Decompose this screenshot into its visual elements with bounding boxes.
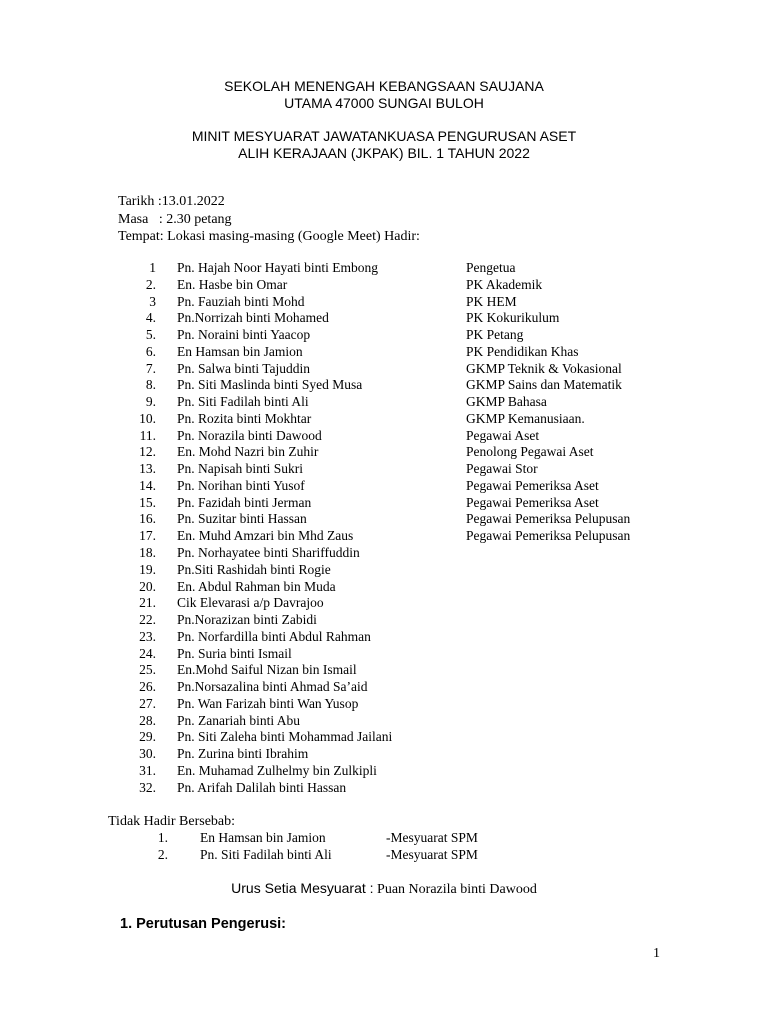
- attendee-number: 27.: [139, 695, 156, 711]
- attendee-number: 15.: [139, 494, 156, 510]
- attendee-row: [120, 528, 680, 545]
- attendee-row: [120, 629, 680, 646]
- attendee-number: 29.: [139, 729, 156, 745]
- attendee-number: 21.: [139, 595, 156, 611]
- absent-reason: -Mesyuarat SPM: [386, 846, 478, 862]
- attendee-position: PK Kokurikulum: [466, 310, 560, 326]
- attendee-number: 5.: [145, 327, 156, 343]
- attendee-row: [120, 294, 680, 311]
- attendee-number: 8.: [145, 377, 156, 393]
- attendee-number: 14.: [139, 477, 156, 493]
- attendee-position: GKMP Bahasa: [466, 394, 547, 410]
- attendee-number: 24.: [139, 645, 156, 661]
- attendee-row: [120, 595, 680, 612]
- attendee-position: Pegawai Pemeriksa Pelupusan: [466, 511, 631, 527]
- attendee-name: En. Muhamad Zulhelmy bin Zulkipli: [177, 762, 377, 778]
- minutes-title-line-2: ALIH KERAJAAN (JKPAK) BIL. 1 TAHUN 2022: [238, 145, 530, 161]
- absent-number: 2.: [157, 846, 168, 862]
- attendee-row: [120, 746, 680, 763]
- attendee-name: Pn. Hajah Noor Hayati binti Embong: [177, 260, 378, 275]
- attendee-list: [120, 260, 680, 797]
- attendee-row: [120, 260, 680, 277]
- attendee-name: Pn. Suzitar binti Hassan: [177, 511, 307, 527]
- attendee-name: Pn. Noraini binti Yaacop: [177, 327, 311, 343]
- attendee-number: 9.: [145, 394, 156, 410]
- attendee-position: PK Pendidikan Khas: [466, 343, 579, 359]
- attendee-name: En Hamsan bin Jamion: [177, 343, 303, 359]
- attendee-position: Pegawai Pemeriksa Aset: [466, 494, 599, 510]
- attendee-number: 17.: [139, 528, 156, 544]
- attendee-row: [120, 780, 680, 797]
- attendee-row: [120, 729, 680, 746]
- attendee-position: Pegawai Pemeriksa Aset: [466, 477, 599, 493]
- attendee-name: Cik Elevarasi a/p Davrajoo: [177, 595, 324, 611]
- attendee-position: Penolong Pegawai Aset: [466, 444, 594, 460]
- attendee-number: 26.: [139, 679, 156, 695]
- attendee-number: 4.: [145, 310, 156, 326]
- attendee-name: Pn.Norazizan binti Zabidi: [177, 612, 317, 628]
- meeting-secretariat: [0, 880, 768, 898]
- attendee-name: Pn. Arifah Dalilah binti Hassan: [177, 779, 347, 795]
- attendee-row: [120, 763, 680, 780]
- attendee-name: En. Muhd Amzari bin Mhd Zaus: [177, 528, 354, 544]
- attendee-number: 13.: [139, 461, 156, 477]
- attendee-number: 1: [149, 260, 156, 275]
- absent-name: En Hamsan bin Jamion: [200, 830, 326, 845]
- attendee-row: [120, 310, 680, 327]
- attendee-name: En. Mohd Nazri bin Zuhir: [177, 444, 319, 460]
- school-name-line-2: UTAMA 47000 SUNGAI BULOH: [284, 95, 484, 111]
- attendee-number: 2.: [145, 276, 156, 292]
- attendee-number: 18.: [139, 545, 156, 561]
- attendee-name: Pn. Zanariah binti Abu: [177, 712, 300, 728]
- school-name-line-1: SEKOLAH MENENGAH KEBANGSAAN SAUJANA: [224, 78, 544, 94]
- attendee-number: 10.: [139, 410, 156, 426]
- time-value: : 2.30 petang: [148, 212, 232, 227]
- attendee-row: [120, 495, 680, 512]
- attendee-row: [120, 277, 680, 294]
- meeting-time: [118, 211, 232, 228]
- attendee-number: 19.: [139, 561, 156, 577]
- date-label: Tarikh: [118, 194, 155, 209]
- attendee-name: Pn. Siti Zaleha binti Mohammad Jailani: [177, 729, 393, 745]
- attendee-number: 31.: [139, 762, 156, 778]
- attendee-row: [120, 327, 680, 344]
- meeting-date: [118, 193, 225, 210]
- attendee-number: 16.: [139, 511, 156, 527]
- attendee-row: [120, 478, 680, 495]
- attendee-position: Pegawai Pemeriksa Pelupusan: [466, 528, 631, 544]
- attendee-name: En. Hasbe bin Omar: [177, 276, 288, 292]
- attendee-row: [120, 679, 680, 696]
- attendee-row: [120, 696, 680, 713]
- attendee-row: [120, 662, 680, 679]
- attendee-row: [120, 344, 680, 361]
- attendee-row: [120, 646, 680, 663]
- attendee-number: 28.: [139, 712, 156, 728]
- venue-value: Lokasi masing-masing (Google Meet) Hadir:: [163, 229, 420, 244]
- attendee-position: GKMP Sains dan Matematik: [466, 377, 622, 393]
- attendee-number: 12.: [139, 444, 156, 460]
- attendee-number: 6.: [145, 343, 156, 359]
- attendee-position: Pengetua: [466, 260, 516, 275]
- attendee-name: Pn. Norazila binti Dawood: [177, 427, 322, 443]
- attendee-position: GKMP Teknik & Vokasional: [466, 360, 622, 376]
- absent-name: Pn. Siti Fadilah binti Ali: [200, 846, 332, 862]
- attendee-row: [120, 411, 680, 428]
- absent-label: Tidak Hadir Bersebab:: [108, 814, 236, 829]
- attendee-number: 20.: [139, 578, 156, 594]
- attendee-name: Pn. Norihan binti Yusof: [177, 477, 305, 493]
- attendee-row: [120, 377, 680, 394]
- attendee-position: Pegawai Stor: [466, 461, 538, 477]
- attendee-name: Pn. Fazidah binti Jerman: [177, 494, 312, 510]
- attendee-position: PK HEM: [466, 293, 517, 309]
- attendee-number: 30.: [139, 746, 156, 762]
- section-heading-chairman-message: 1. Perutusan Pengerusi:: [120, 916, 286, 932]
- attendee-number: 22.: [139, 612, 156, 628]
- attendee-row: [120, 713, 680, 730]
- attendee-position: PK Petang: [466, 327, 524, 343]
- attendee-name: Pn. Suria binti Ismail: [177, 645, 292, 661]
- attendee-number: 25.: [139, 662, 156, 678]
- minutes-title-line-1: MINIT MESYUARAT JAWATANKUASA PENGURUSAN ASET: [191, 128, 577, 144]
- attendee-row: [120, 511, 680, 528]
- attendee-row: [120, 428, 680, 445]
- absent-reason: -Mesyuarat SPM: [386, 830, 478, 845]
- attendee-name: Pn. Norfardilla binti Abdul Rahman: [177, 628, 371, 644]
- absent-number: 1.: [157, 830, 168, 845]
- attendee-number: 3: [149, 293, 156, 309]
- attendee-name: Pn. Wan Farizah binti Wan Yusop: [177, 695, 359, 711]
- absent-row: [140, 830, 560, 847]
- attendee-name: Pn. Zurina binti Ibrahim: [177, 746, 309, 762]
- attendee-number: 32.: [139, 779, 156, 795]
- attendee-position: Pegawai Aset: [466, 427, 540, 443]
- attendee-name: Pn. Norhayatee binti Shariffuddin: [177, 545, 360, 561]
- attendee-number: 7.: [145, 360, 156, 376]
- attendee-name: Pn.Siti Rashidah binti Rogie: [177, 561, 331, 577]
- attendee-name: Pn. Siti Fadilah binti Ali: [177, 394, 309, 410]
- attendee-row: [120, 361, 680, 378]
- attendee-number: 23.: [139, 628, 156, 644]
- attendee-position: GKMP Kemanusiaan.: [466, 410, 585, 426]
- time-label: Masa: [118, 212, 149, 227]
- attendee-row: [120, 394, 680, 411]
- attendee-name: Pn.Norrizah binti Mohamed: [177, 310, 329, 326]
- attendee-row: [120, 444, 680, 461]
- attendee-position: PK Akademik: [466, 276, 543, 292]
- date-value: :13.01.2022: [154, 194, 225, 209]
- secretariat-label: Urus Setia Mesyuarat :: [231, 880, 374, 896]
- page-number: 1: [653, 946, 660, 961]
- attendee-name: En. Abdul Rahman bin Muda: [177, 578, 336, 594]
- attendee-number: 11.: [139, 427, 156, 443]
- attendee-name: Pn. Napisah binti Sukri: [177, 461, 304, 477]
- meeting-venue: [118, 228, 420, 245]
- attendee-name: Pn. Rozita binti Mokhtar: [177, 410, 312, 426]
- attendee-name: Pn. Fauziah binti Mohd: [177, 293, 305, 309]
- venue-label: Tempat:: [118, 229, 164, 244]
- attendee-row: [120, 461, 680, 478]
- attendee-row: [120, 579, 680, 596]
- attendee-name: Pn. Siti Maslinda binti Syed Musa: [177, 377, 363, 393]
- attendee-name: Pn.Norsazalina binti Ahmad Sa’aid: [177, 679, 368, 695]
- absent-list: [140, 830, 560, 863]
- attendee-row: [120, 545, 680, 562]
- absent-row: [140, 847, 560, 864]
- attendee-row: [120, 562, 680, 579]
- attendee-name: Pn. Salwa binti Tajuddin: [177, 360, 311, 376]
- secretariat-name: Puan Norazila binti Dawood: [373, 882, 537, 897]
- attendee-name: En.Mohd Saiful Nizan bin Ismail: [177, 662, 357, 678]
- attendee-row: [120, 612, 680, 629]
